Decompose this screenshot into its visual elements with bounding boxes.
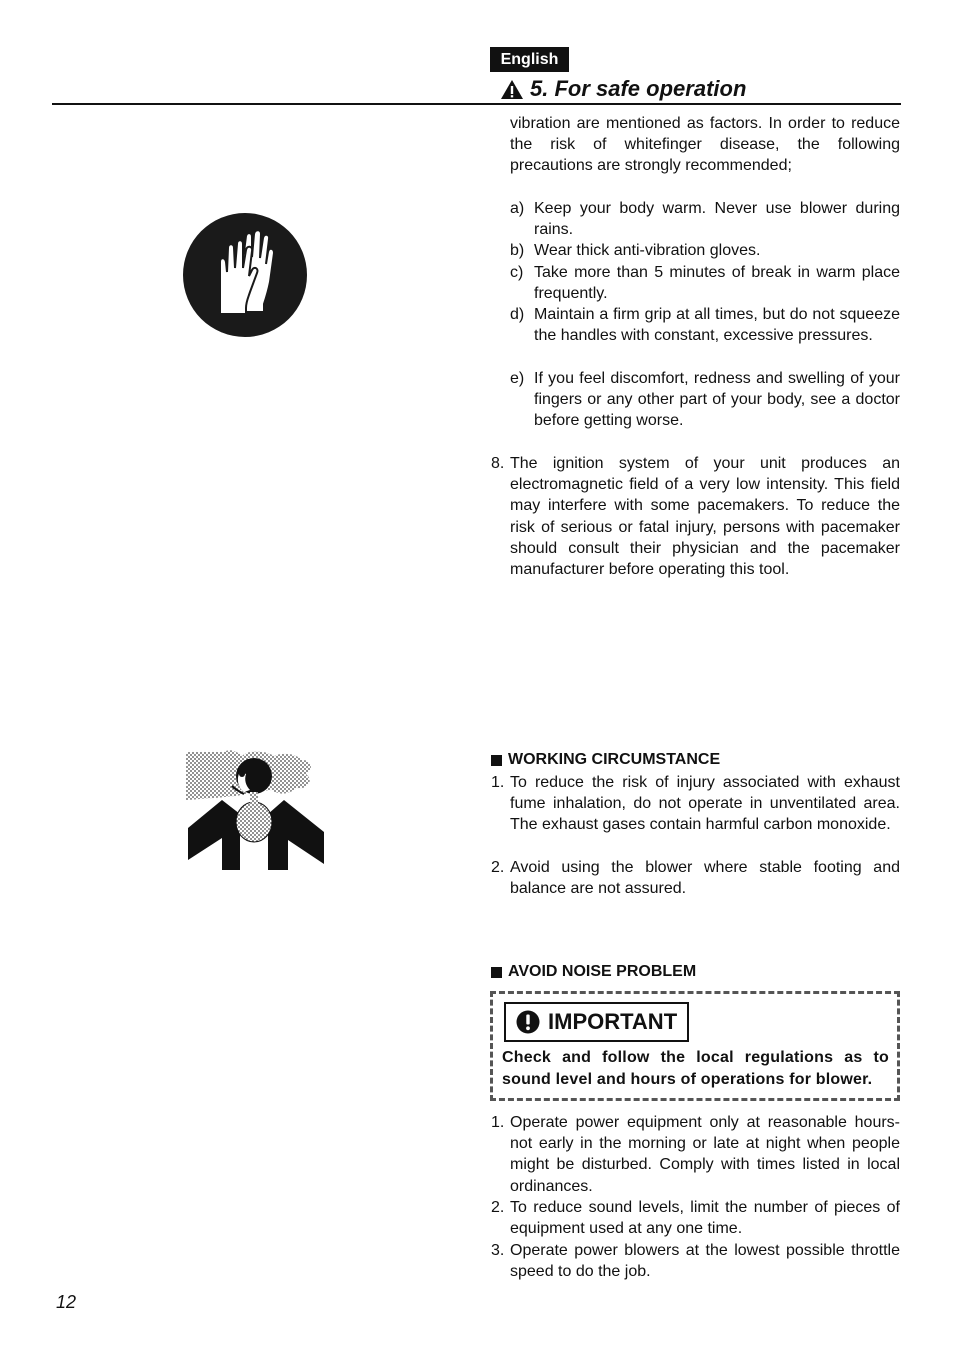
- list-item-text: Avoid using the blower where stable footing and balance are not assured.: [510, 859, 900, 898]
- important-label: [504, 1002, 689, 1042]
- list-item-label: 2.: [491, 1199, 505, 1216]
- exclamation-icon: [516, 1010, 540, 1034]
- list-item-label: 3.: [491, 1242, 505, 1259]
- square-bullet-icon: [491, 967, 502, 978]
- page-number: 12: [56, 1292, 77, 1312]
- section-title-text: 5. For safe operation: [530, 76, 747, 101]
- list-item: [510, 368, 900, 432]
- warning-triangle-icon: [500, 79, 524, 100]
- list-item-label: a): [510, 200, 525, 217]
- header-rule: [52, 103, 901, 105]
- list-item-text: Maintain a firm grip at all times, but do not squeeze the handles with constant, excessive pressures.: [534, 306, 900, 345]
- list-item-label: 8.: [491, 455, 505, 472]
- section-title: [500, 74, 746, 104]
- noise-heading-text: AVOID NOISE PROBLEM: [508, 963, 697, 980]
- list-item: [491, 1240, 900, 1284]
- wear-gloves-icon: [182, 212, 308, 338]
- list-item-label: e): [510, 370, 525, 387]
- list-item-text: Wear thick anti-vibration gloves.: [534, 242, 761, 259]
- list-item: [510, 304, 900, 368]
- language-badge: English: [490, 47, 569, 72]
- list-item: [491, 857, 900, 901]
- list-item: [510, 240, 900, 261]
- square-bullet-icon: [491, 755, 502, 766]
- working-heading: [491, 751, 720, 769]
- list-item: [491, 1112, 900, 1198]
- list-item-label: c): [510, 264, 524, 281]
- list-item: [491, 772, 900, 858]
- list-item-label: b): [510, 242, 525, 259]
- list-item-label: 2.: [491, 859, 505, 876]
- list-item: [510, 262, 900, 304]
- noise-heading: [491, 963, 696, 981]
- list-item-text: Operate power blowers at the lowest possible throttle speed to do the job.: [510, 1242, 900, 1281]
- list-item-text: Take more than 5 minutes of break in warm place frequently.: [534, 264, 900, 303]
- list-item: [510, 198, 900, 240]
- list-item-text: To reduce the risk of injury associated with exhaust fume inhalation, do not operate in unventilated area. The exhaust gases contain harmful carbon monoxide.: [510, 774, 900, 834]
- important-text: Check and follow the local regulations as to sound level and hours of operations for blower.: [502, 1049, 889, 1088]
- list-item: [491, 1197, 900, 1241]
- working-heading-text: WORKING CIRCUMSTANCE: [508, 751, 721, 768]
- list-item-text: Operate power equipment only at reasonable hours-not early in the morning or late at night when people might be disturbed. Comply with times listed in local ordinances.: [510, 1114, 900, 1195]
- vibration-intro: vibration are mentioned as factors. In order to reduce the risk of whitefinger disease, the following precautions are strongly recommended;: [510, 115, 900, 175]
- list-item-label: d): [510, 306, 525, 323]
- list-item-label: 1.: [491, 774, 505, 791]
- list-item-text: To reduce sound levels, limit the number of pieces of equipment used at any one time.: [510, 1199, 900, 1238]
- exhaust-fume-icon: [184, 748, 326, 872]
- important-label-text: IMPORTANT: [548, 1009, 678, 1034]
- list-item-label: 1.: [491, 1114, 505, 1131]
- ignition-item: [491, 453, 900, 583]
- list-item-text: Keep your body warm. Never use blower during rains.: [534, 200, 900, 239]
- list-item-text: If you feel discomfort, redness and swelling of your fingers or any other part of your body, see a doctor before getting worse.: [534, 370, 900, 430]
- list-item-text: The ignition system of your unit produces an electromagnetic field of a very low intensity. This field may interfere with some pacemakers. To reduce the risk of serious or fatal injury, persons with pacemaker should consult their physician and the pacemaker manufacturer before operating this tool.: [510, 455, 900, 579]
